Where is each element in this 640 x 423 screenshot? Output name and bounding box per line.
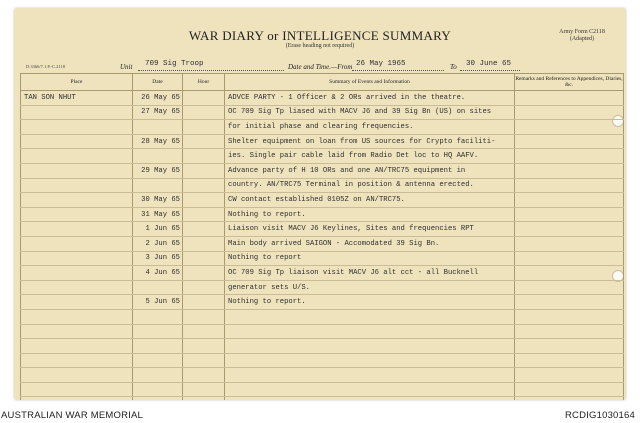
cell-date: 5 Jun 65 [133, 295, 183, 310]
table-row [21, 149, 624, 164]
cell-remarks [515, 266, 624, 281]
cell-date: 30 May 65 [133, 193, 183, 208]
cell-place [21, 280, 133, 295]
cell-date: 1 Jun 65 [133, 222, 183, 237]
cell-summary: OC 709 Sig Tp liased with MACV J6 and 39 Sig Bn (US) on sites [225, 105, 515, 120]
cell-date [133, 353, 183, 368]
cell-place [21, 368, 133, 383]
cell-remarks [515, 91, 624, 106]
cell-hour [183, 149, 225, 164]
cell-remarks [515, 207, 624, 222]
cell-hour [183, 134, 225, 149]
table-row [21, 353, 624, 368]
cell-remarks [515, 178, 624, 193]
form-note: (Adapted) [569, 36, 595, 42]
cell-date [133, 368, 183, 383]
cell-summary: OC 709 Sig Tp liaison visit MACV J6 alt cct - all Bucknell [225, 266, 515, 281]
cell-date: 4 Jun 65 [133, 266, 183, 281]
cell-date [133, 397, 183, 400]
cell-hour [183, 105, 225, 120]
cell-hour [183, 266, 225, 281]
page-title: WAR DIARY or INTELLIGENCE SUMMARY [188, 28, 452, 43]
cell-summary: Liaison visit MACV J6 Keylines, Sites and frequencies RPT [225, 222, 515, 237]
column-header-remarks: Remarks and References to Appendices, Diaries, &c. [515, 74, 624, 91]
cell-summary: Main body arrived SAIGON - Accomodated 39 Sig Bn. [225, 236, 515, 251]
cell-hour [183, 280, 225, 295]
to-underline [460, 70, 520, 71]
table-row [21, 295, 624, 310]
cell-hour [183, 382, 225, 397]
cell-summary [225, 339, 515, 354]
cell-date [133, 339, 183, 354]
cell-hour [183, 251, 225, 266]
cell-remarks [515, 382, 624, 397]
cell-summary: CW contact established 0105Z on AN/TRC75. [225, 193, 515, 208]
cell-summary: Nothing to report. [225, 207, 515, 222]
cell-place [21, 120, 133, 135]
cell-summary: ADVCE PARTY - 1 Officer & 2 ORs arrived in the theatre. [225, 91, 515, 106]
table-row [21, 280, 624, 295]
to-value: 30 June 65 [466, 60, 512, 68]
table-row [21, 163, 624, 178]
unit-underline [138, 70, 284, 71]
table-row [21, 266, 624, 281]
cell-date: 26 May 65 [133, 91, 183, 106]
archive-credit: AUSTRALIAN WAR MEMORIAL [1, 410, 144, 421]
cell-hour [183, 222, 225, 237]
cell-summary: for initial phase and clearing frequencies. [225, 120, 515, 135]
cell-date: 3 Jun 65 [133, 251, 183, 266]
cell-hour [183, 178, 225, 193]
table-row [21, 309, 624, 324]
cell-remarks [515, 105, 624, 120]
cell-hour [183, 120, 225, 135]
cell-date: 2 Jun 65 [133, 236, 183, 251]
cell-date [133, 309, 183, 324]
cell-place [21, 163, 133, 178]
cell-summary: Shelter equipment on loan from US sources for Crypto faciliti- [225, 134, 515, 149]
cell-summary: Nothing to report. [225, 295, 515, 310]
from-underline [352, 70, 444, 71]
cell-place [21, 266, 133, 281]
diary-sheet [14, 8, 626, 400]
cell-place [21, 324, 133, 339]
cell-date: 28 May 65 [133, 134, 183, 149]
cell-remarks [515, 120, 624, 135]
cell-remarks [515, 236, 624, 251]
table-row [21, 382, 624, 397]
archive-reference: RCDIG1030164 [565, 410, 635, 421]
cell-hour [183, 193, 225, 208]
form-code: D.3366/7.1.P.-C.2118 [26, 64, 65, 69]
date-label: Date and Time.—From [288, 63, 353, 71]
cell-date: 29 May 65 [133, 163, 183, 178]
cell-summary [225, 397, 515, 400]
cell-hour [183, 309, 225, 324]
cell-place [21, 207, 133, 222]
table-row [21, 236, 624, 251]
table-row [21, 91, 624, 106]
column-header-date: Date [133, 74, 183, 91]
unit-value: 709 Sig Troop [145, 60, 204, 68]
table-row [21, 222, 624, 237]
cell-date [133, 280, 183, 295]
cell-place: TAN SON NHUT [21, 91, 133, 106]
cell-place [21, 149, 133, 164]
table-row [21, 193, 624, 208]
cell-hour [183, 236, 225, 251]
table-header-row [21, 74, 624, 91]
cell-remarks [515, 339, 624, 354]
cell-summary [225, 368, 515, 383]
cell-remarks [515, 193, 624, 208]
diary-table [20, 73, 624, 400]
page-subtitle: (Erase heading not required) [285, 43, 355, 49]
column-header-place: Place [21, 74, 133, 91]
column-header-hour: Hour [183, 74, 225, 91]
cell-hour [183, 368, 225, 383]
column-header-summary: Summary of Events and Information [225, 74, 515, 91]
cell-hour [183, 207, 225, 222]
cell-place [21, 295, 133, 310]
cell-remarks [515, 295, 624, 310]
unit-label: Unit [120, 63, 133, 71]
cell-remarks [515, 368, 624, 383]
cell-summary: ies. Single pair cable laid from Radio Det loc to HQ AAFV. [225, 149, 515, 164]
cell-remarks [515, 149, 624, 164]
from-value: 26 May 1965 [356, 60, 406, 68]
table-row [21, 251, 624, 266]
cell-summary [225, 324, 515, 339]
cell-remarks [515, 251, 624, 266]
cell-remarks [515, 134, 624, 149]
cell-place [21, 236, 133, 251]
cell-place [21, 105, 133, 120]
cell-hour [183, 339, 225, 354]
to-label: To [450, 63, 457, 71]
cell-remarks [515, 324, 624, 339]
table-row [21, 105, 624, 120]
cell-date [133, 382, 183, 397]
cell-summary: Nothing to report [225, 251, 515, 266]
cell-date [133, 120, 183, 135]
cell-remarks [515, 397, 624, 400]
cell-hour [183, 397, 225, 400]
cell-summary: generator sets U/S. [225, 280, 515, 295]
cell-place [21, 134, 133, 149]
table-row [21, 339, 624, 354]
cell-hour [183, 353, 225, 368]
form-number: Army Form C2118 [559, 29, 605, 35]
cell-place [21, 222, 133, 237]
table-row [21, 397, 624, 400]
cell-remarks [515, 222, 624, 237]
cell-date [133, 178, 183, 193]
cell-place [21, 353, 133, 368]
table-row [21, 134, 624, 149]
table-row [21, 368, 624, 383]
table-row [21, 207, 624, 222]
table-row [21, 178, 624, 193]
cell-summary: country. AN/TRC75 Terminal in position & antenna erected. [225, 178, 515, 193]
diary-entries [21, 91, 624, 401]
cell-place [21, 251, 133, 266]
cell-place [21, 382, 133, 397]
cell-remarks [515, 353, 624, 368]
cell-hour [183, 295, 225, 310]
cell-summary [225, 382, 515, 397]
form-label [544, 29, 620, 43]
table-row [21, 120, 624, 135]
cell-place [21, 339, 133, 354]
cell-remarks [515, 280, 624, 295]
cell-summary [225, 309, 515, 324]
cell-date: 27 May 65 [133, 105, 183, 120]
cell-remarks [515, 163, 624, 178]
cell-remarks [515, 309, 624, 324]
cell-place [21, 178, 133, 193]
cell-place [21, 193, 133, 208]
cell-hour [183, 163, 225, 178]
cell-summary: Advance party of H 10 ORs and one AN/TRC75 equipment in [225, 163, 515, 178]
cell-date [133, 324, 183, 339]
cell-date: 31 May 65 [133, 207, 183, 222]
cell-place [21, 309, 133, 324]
table-row [21, 324, 624, 339]
cell-place [21, 397, 133, 400]
cell-hour [183, 91, 225, 106]
cell-hour [183, 324, 225, 339]
cell-date [133, 149, 183, 164]
cell-summary [225, 353, 515, 368]
